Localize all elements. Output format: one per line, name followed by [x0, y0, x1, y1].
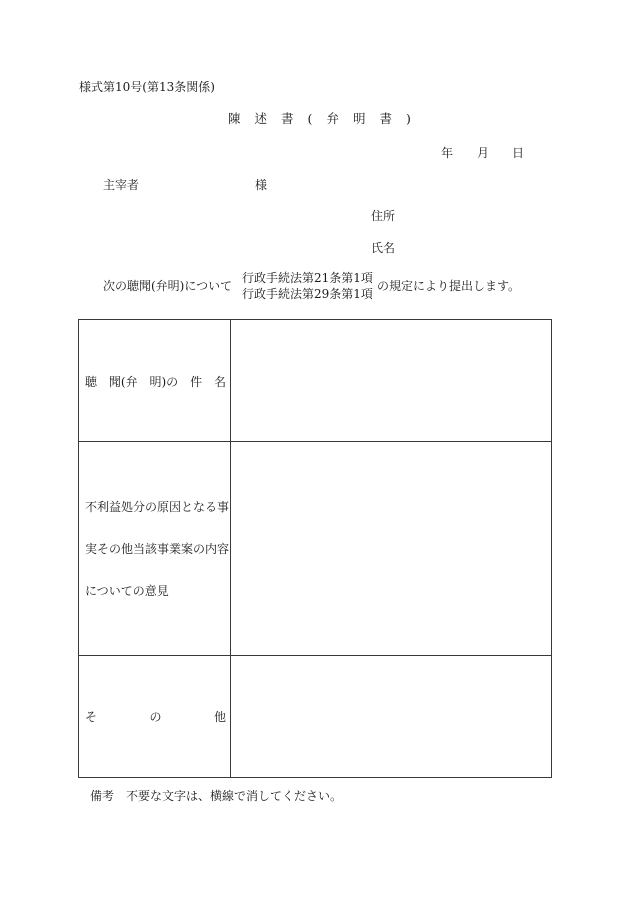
title-char: 明 [352, 111, 366, 126]
addressee-honorific: 様 [255, 178, 268, 192]
reason-label-line: 実その他当該事業案の内容 [85, 542, 230, 556]
statement-law-option-1: 行政手続法第21条第1項 [242, 271, 373, 285]
reason-label-line: についての意見 [85, 584, 169, 598]
title-char: 書 [379, 111, 392, 126]
subject-label [85, 376, 226, 388]
subject-label-part: 名 [213, 375, 226, 389]
addressee-name: 主宰者 [103, 178, 140, 192]
statement-law-option-2: 行政手続法第29条第1項 [242, 287, 373, 301]
name-label: 氏名 [371, 241, 396, 255]
remarks-text: 不要な文字は、横線で消してください。 [126, 789, 343, 803]
title-char: 書 [281, 111, 294, 126]
address-label: 住所 [371, 209, 396, 223]
date-year-label: 年 [441, 146, 454, 160]
form-number: 様式第10号(第13条関係) [79, 80, 215, 94]
subject-label-part: 聴 [85, 375, 98, 389]
other-label [85, 711, 226, 723]
title-char: ) [405, 111, 411, 126]
remarks [90, 790, 342, 802]
title-char: 陳 [228, 111, 241, 126]
subject-label-part: 明)の [149, 375, 179, 389]
subject-value-cell[interactable] [231, 320, 551, 441]
title-char: 弁 [326, 111, 339, 126]
remarks-label: 備考 [90, 789, 115, 803]
form-table [78, 319, 552, 778]
statement-lead: 次の聴聞(弁明)について [103, 279, 233, 293]
other-label-part: 他 [213, 710, 226, 724]
title-char: ( [307, 111, 313, 126]
title-char: 述 [254, 111, 268, 126]
date-month-label: 月 [477, 146, 490, 160]
reason-value-cell[interactable] [231, 442, 551, 655]
other-label-part: そ [85, 710, 98, 724]
other-label-part: の [149, 710, 162, 724]
date-day-label: 日 [512, 146, 525, 160]
subject-label-part: 件 [190, 375, 203, 389]
document-title [228, 113, 411, 126]
other-value-cell[interactable] [231, 656, 551, 777]
subject-label-part: 聞(弁 [108, 375, 138, 389]
reason-label-line: 不利益処分の原因となる事 [85, 500, 230, 514]
statement-tail: の規定により提出します。 [377, 279, 521, 293]
reason-label [85, 500, 230, 627]
